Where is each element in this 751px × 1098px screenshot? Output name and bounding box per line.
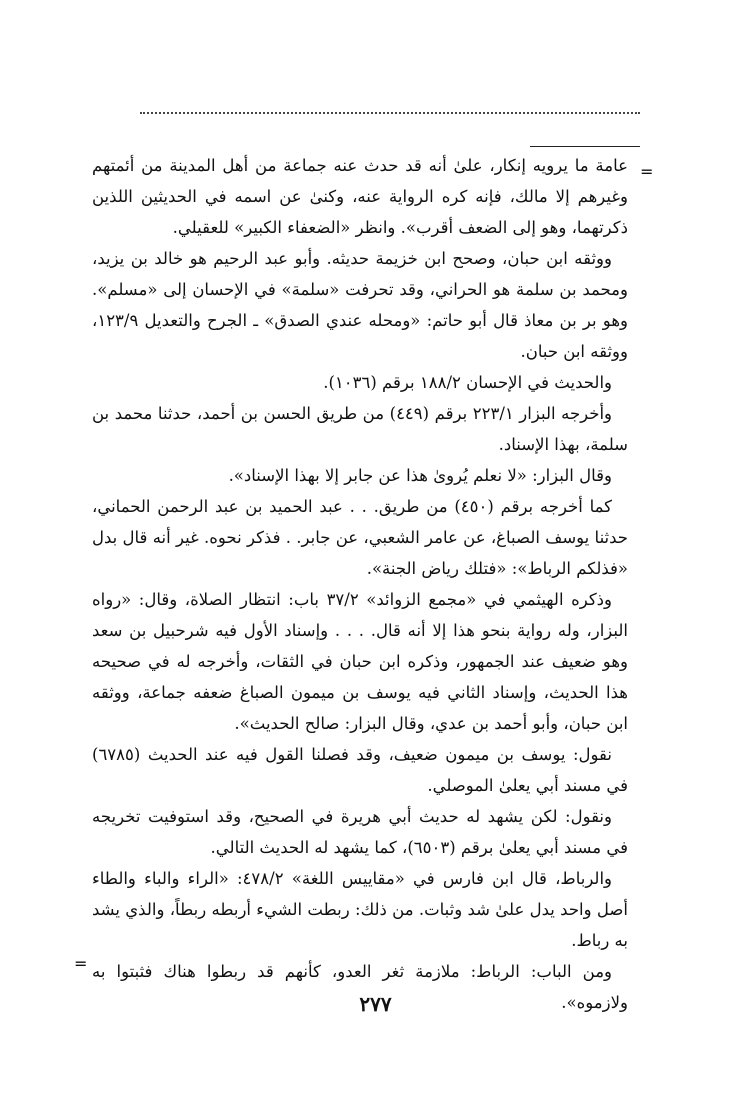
footnote-rule	[530, 146, 640, 147]
paragraph: وأخرجه البزار ٢٢٣/١ برقم (٤٤٩) من طريق الحسن بن أحمد، حدثنا محمد بن سلمة، بهذا الإسناد.	[92, 404, 628, 454]
paragraph: وذكره الهيثمي في «مجمع الزوائد» ٣٧/٢ باب: انتظار الصلاة، وقال: «رواه البزار، وله رواية بنحو هذا إلا أنه قال. . . . وإسناد الأول فيه شرحبيل بن سعد وهو ضعيف عند الجمهور، وذكره ابن حبان في الثقات، وأخرجه له في صحيحه هذا الحديث، وإسناد الثاني فيه يوسف بن ميمون الصباغ ضعفه جماعة، ووثقه ابن حبان، وأبو أحمد بن عدي، وقال البزار: صالح الحديث».	[92, 590, 628, 733]
page-number: ٢٧٧	[359, 992, 392, 1016]
paragraph: ومن الباب: الرباط: ملازمة ثغر العدو، كأنهم قد ربطوا هناك فثبتوا به ولازموه».	[92, 962, 628, 1012]
paragraph: نقول: يوسف بن ميمون ضعيف، وقد فصلنا القول فيه عند الحديث (٦٧٨٥) في مسند أبي يعلىٰ الموصلي.	[92, 745, 628, 795]
continuation-mark-top: =	[640, 162, 654, 181]
separator-dots	[140, 112, 640, 114]
paragraph: عامة ما يرويه إنكار، علىٰ أنه قد حدث عنه جماعة من أهل المدينة من أئمتهم وغيرهم إلا مالك، فإنه كره الرواية عنه، وكنىٰ عن اسمه في الحديثين اللذين ذكرتهما، وهو إلى الضعف أقرب». وانظر «الضعفاء الكبير» للعقيلي.	[92, 156, 628, 237]
paragraph: ووثقه ابن حبان، وصحح ابن خزيمة حديثه. وأبو عبد الرحيم هو خالد بن يزيد، ومحمد بن سلمة هو الحراني، وقد تحرفت «سلمة» في الإحسان إلى «مسلم». وهو بر بن معاذ قال أبو حاتم: «ومحله عندي الصدق» ـ الجرح والتعديل ١٢٣/٩، ووثقه ابن حبان.	[92, 249, 628, 361]
paragraph: ونقول: لكن يشهد له حديث أبي هريرة في الصحيح، وقد استوفيت تخريجه في مسند أبي يعلىٰ برقم (٦٥٠٣)، كما يشهد له الحديث التالي.	[92, 807, 628, 857]
continuation-mark-bottom: =	[74, 954, 88, 973]
paragraph: والرباط، قال ابن فارس في «مقاييس اللغة» ٤٧٨/٢: «الراء والباء والطاء أصل واحد يدل علىٰ شد وثبات. من ذلك: ربطت الشيء أربطه ربطاً، والذي يشد به رباط.	[92, 869, 628, 950]
paragraph: والحديث في الإحسان ١٨٨/٢ برقم (١٠٣٦).	[323, 373, 612, 392]
paragraph: كما أخرجه برقم (٤٥٠) من طريق. . . عبد الحميد بن عبد الرحمن الحماني، حدثنا يوسف الصباغ، عن عامر الشعبي، عن جابر. . فذكر نحوه. غير أنه قال بدل «فذلكم الرباط»: «فتلك رياض الجنة».	[92, 497, 628, 578]
footnote-text	[92, 150, 628, 1018]
paragraph: وقال البزار: «لا نعلم يُروىٰ هذا عن جابر إلا بهذا الإسناد».	[228, 466, 612, 485]
